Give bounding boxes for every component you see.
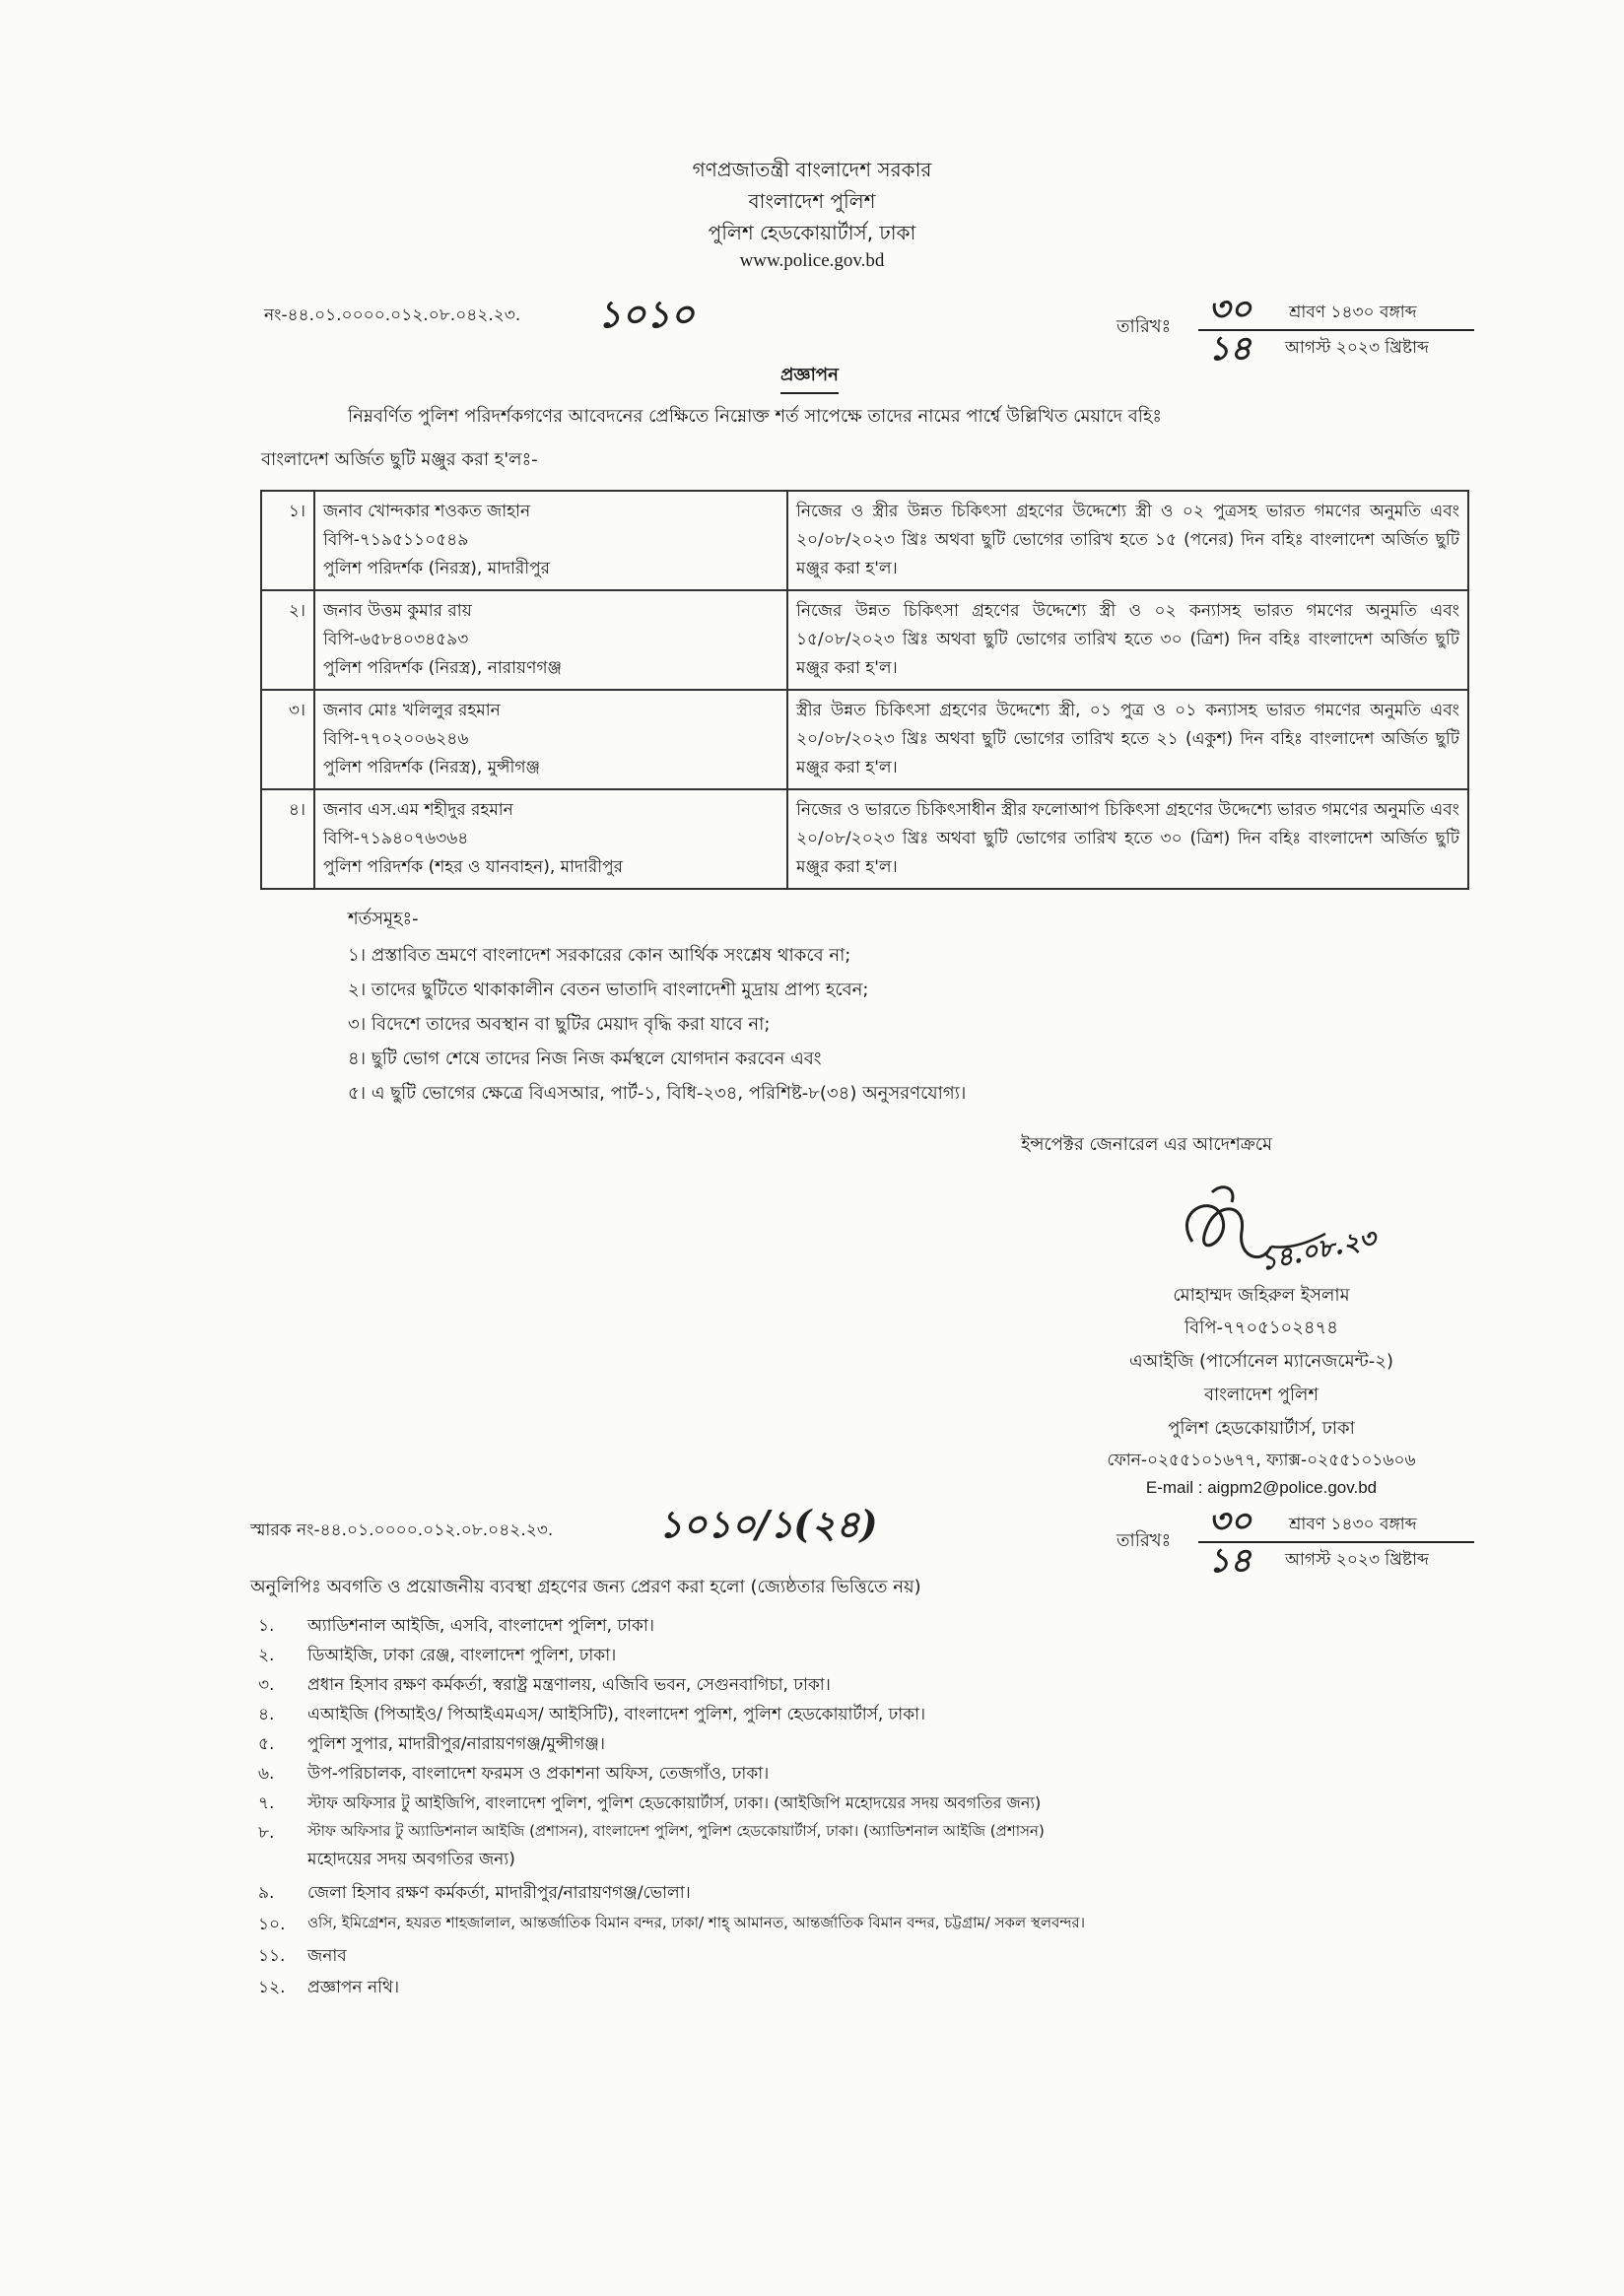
officer-bp: বিপি-৭১৯৪০৭৬৩৬৪ <box>323 829 469 848</box>
copy-number: ৭. <box>258 1793 275 1813</box>
officer-name: জনাব খোন্দকার শওকত জাহান <box>323 502 531 521</box>
order-line: ইন্সপেক্টর জেনারেল এর আদেশক্রমে <box>1021 1134 1273 1155</box>
officer-post: পুলিশ পরিদর্শক (শহর ও যানবাহন), মাদারীপুর <box>323 857 623 877</box>
leave-detail: নিজের ও স্ত্রীর উন্নত চিকিৎসা গ্রহণের উদ্দেশ্যে স্ত্রী ও ০২ পুত্রসহ ভারত গমণের অনুমতি এবং ২০/০৮/২০২৩ খ্রিঃ অথবা ছুটি ভোগের তারিখ হতে ১৫ (পনের) দিন বহিঃ বাংলাদেশ অর্জিত ছুটি মঞ্জুর করা হ'ল। <box>787 491 1468 590</box>
officer-post: পুলিশ পরিদর্শক (নিরস্ত্র), মাদারীপুর <box>323 559 551 578</box>
copy-number: ১. <box>258 1616 275 1636</box>
memo2-date-day-bn: ৩০ <box>1208 1502 1252 1541</box>
date-block-bottom <box>1198 331 1474 367</box>
copy-number: ৯. <box>258 1883 275 1903</box>
copy-number: ১২. <box>258 1978 286 1997</box>
signatory-email: E-mail : aigpm2@police.gov.bd <box>1145 1478 1378 1497</box>
copy-recipient: এআইজি (পিআইও/ পিআইএমএস/ আইসিটি), বাংলাদেশ পুলিশ, পুলিশ হেডকোয়ার্টার্স, ঢাকা। <box>307 1705 926 1724</box>
officer-cell <box>314 690 787 789</box>
copy-recipient: প্রধান হিসাব রক্ষণ কর্মকর্তা, স্বরাষ্ট্র মন্ত্রণালয়, এজিবি ভবন, সেগুনবাগিচা, ঢাকা। <box>307 1675 831 1695</box>
copy-number: ২. <box>258 1646 275 1665</box>
serial-number: ৪। <box>261 789 314 889</box>
signatory-office: পুলিশ হেডকোয়ার্টার্স, ঢাকা <box>1168 1418 1355 1439</box>
intro-line-1: নিম্নবর্ণিত পুলিশ পরিদর্শকগণের আবেদনের প্রেক্ষিতে নিম্নোক্ত শর্ত সাপেক্ষে তাদের নামের পার্শ্বে উল্লিখিত মেয়াদে বহিঃ <box>348 406 1162 427</box>
signatory-name: মোহাম্মদ জহিরুল ইসলাম <box>1173 1285 1350 1306</box>
conditions-title: শর্তসমূহঃ- <box>348 909 419 929</box>
intro-line-2: বাংলাদেশ অর্জিত ছুটি মঞ্জুর করা হ'লঃ- <box>261 449 538 470</box>
memo-number-text: নং-৪৪.০১.০০০০.০১২.০৮.০৪২.২৩. <box>264 305 521 325</box>
copy-number: ৪. <box>258 1705 275 1724</box>
leave-detail: নিজের ও ভারতে চিকিৎসাধীন স্ত্রীর ফলোআপ চিকিৎসা গ্রহণের উদ্দেশ্যে ভারত গমণের অনুমতি এবং ২০/০৮/২০২৩ খ্রিঃ অথবা ছুটি ভোগের তারিখ হতে ৩০ (ত্রিশ) দিন বহিঃ বাংলাদেশ অর্জিত ছুটি মঞ্জুর করা হ'ল। <box>787 789 1468 889</box>
condition-item: ১। প্রস্তাবিত ভ্রমণে বাংলাদেশ সরকারের কোন আর্থিক সংশ্লেষ থাকবে না; <box>348 945 851 966</box>
serial-number: ৩। <box>261 690 314 789</box>
table-row <box>261 789 1468 889</box>
copy-recipient: অ্যাডিশনাল আইজি, এসবি, বাংলাদেশ পুলিশ, ঢাকা। <box>307 1616 654 1636</box>
memo2-date-bottom <box>1198 1543 1474 1579</box>
condition-item: ৫। এ ছুটি ভোগের ক্ষেত্রে বিএসআর, পার্ট-১, বিধি-২৩৪, পরিশিষ্ট-৮(৩৪) অনুসরণযোগ্য। <box>348 1083 967 1104</box>
memo-number <box>264 303 520 330</box>
officer-cell <box>314 491 787 590</box>
condition-item: ২। তাদের ছুটিতে থাকাকালীন বেতন ভাতাদি বাংলাদেশী মুদ্রায় প্রাপ্য হবেন; <box>348 979 869 1000</box>
serial-number: ২। <box>261 590 314 690</box>
page-title: প্রজ্ঞাপন <box>780 361 839 394</box>
memo2-date-month-bn: শ্রাবণ ১৪৩০ বঙ্গাব্দ <box>1289 1515 1417 1534</box>
copy-number: ৮. <box>258 1823 275 1843</box>
govt-name: গণপ্রজাতন্ত্রী বাংলাদেশ সরকার <box>692 158 932 181</box>
officer-bp: বিপি-৭৭০২০০৬২৪৬ <box>323 729 469 749</box>
officers-table <box>260 490 1469 890</box>
copy-recipient: স্টাফ অফিসার টু অ্যাডিশনাল আইজি (প্রশাসন), বাংলাদেশ পুলিশ, পুলিশ হেডকোয়ার্টার্স, ঢাকা। (অ্যাডিশনাল আইজি (প্রশাসন) <box>307 1822 1045 1840</box>
memo-number-handwritten: ১০১০ <box>597 292 695 336</box>
date-label: তারিখঃ <box>1116 316 1172 337</box>
officer-bp: বিপি-৬৫৮৪০৩৪৫৯৩ <box>323 630 469 649</box>
copy-recipient: জনাব <box>307 1946 347 1966</box>
table-row <box>261 590 1468 690</box>
signature-date-handwritten: ১৪.০৮.২৩ <box>1256 1223 1380 1278</box>
memo2-date-day-en: ১৪ <box>1208 1541 1252 1581</box>
officer-post: পুলিশ পরিদর্শক (নিরস্ত্র), নারায়ণগঞ্জ <box>323 658 563 678</box>
copy-recipient: উপ-পরিচালক, বাংলাদেশ ফরমস ও প্রকাশনা অফিস, তেজগাঁও, ঢাকা। <box>307 1764 770 1784</box>
copy-number: ৫. <box>258 1734 275 1754</box>
date-day-bn: ৩০ <box>1208 290 1252 329</box>
copy-number: ১১. <box>258 1946 286 1966</box>
table-row <box>261 690 1468 789</box>
officer-bp: বিপি-৭১৯৫১১০৫৪৯ <box>323 530 469 550</box>
memo2-date-month-en: আগস্ট ২০২৩ খ্রিষ্টাব্দ <box>1285 1550 1429 1570</box>
memo2-number-handwritten: ১০১০/১(২৪) <box>658 1502 878 1546</box>
copy-recipient-cont: মহোদয়ের সদয় অবগতির জন্য) <box>307 1850 515 1869</box>
copy-recipient: পুলিশ সুপার, মাদারীপুর/নারায়ণগঞ্জ/মুন্সীগঞ্জ। <box>307 1734 605 1754</box>
copy-number: ৬. <box>258 1764 275 1784</box>
officer-name: জনাব এস.এম শহীদুর রহমান <box>323 800 513 820</box>
copy-number: ১০. <box>258 1915 286 1934</box>
copy-recipient: জেলা হিসাব রক্ষণ কর্মকর্তা, মাদারীপুর/নারায়ণগঞ্জ/ভোলা। <box>307 1883 691 1903</box>
leave-detail: নিজের উন্নত চিকিৎসা গ্রহণের উদ্দেশ্যে স্ত্রী ও ০২ কন্যাসহ ভারত গমণের অনুমতি এবং ১৫/০৮/২০২৩ খ্রিঃ অথবা ছুটি ভোগের তারিখ হতে ৩০ (ত্রিশ) দিন বহিঃ বাংলাদেশ অর্জিত ছুটি মঞ্জুর করা হ'ল। <box>787 590 1468 690</box>
date-day-en: ১৪ <box>1208 329 1252 369</box>
officer-name: জনাব মোঃ খলিলুর রহমান <box>323 701 501 720</box>
org-name: বাংলাদেশ পুলিশ <box>748 189 876 213</box>
signatory-designation: এআইজি (পার্সোনেল ম্যানেজমেন্ট-২) <box>1128 1351 1394 1372</box>
copy-number: ৩. <box>258 1675 275 1695</box>
office-name: পুলিশ হেডকোয়ার্টার্স, ঢাকা <box>708 221 916 244</box>
website: www.police.gov.bd <box>739 250 885 271</box>
officer-cell <box>314 789 787 889</box>
signatory-org: বাংলাদেশ পুলিশ <box>1203 1384 1320 1405</box>
officer-name: জনাব উত্তম কুমার রায় <box>323 601 472 621</box>
copy-recipient: স্টাফ অফিসার টু আইজিপি, বাংলাদেশ পুলিশ, পুলিশ হেডকোয়ার্টার্স, ঢাকা। (আইজিপি মহোদয়ের সদয় অবগতির জন্য) <box>307 1793 1042 1812</box>
copy-recipient: প্রজ্ঞাপন নথি। <box>307 1978 400 1997</box>
date-month-en: আগস্ট ২০২৩ খ্রিষ্টাব্দ <box>1285 338 1429 358</box>
signatory-bp: বিপি-৭৭০৫১০২৪৭৪ <box>1184 1317 1338 1338</box>
officer-post: পুলিশ পরিদর্শক (নিরস্ত্র), মুন্সীগঞ্জ <box>323 758 541 777</box>
serial-number: ১। <box>261 491 314 590</box>
condition-item: ৩। বিদেশে তাদের অবস্থান বা ছুটির মেয়াদ বৃদ্ধি করা যাবে না; <box>348 1014 771 1035</box>
memo2-number: স্মারক নং-৪৪.০১.০০০০.০১২.০৮.০৪২.২৩. <box>250 1520 554 1540</box>
table-row <box>261 491 1468 590</box>
leave-detail: স্ত্রীর উন্নত চিকিৎসা গ্রহণের উদ্দেশ্যে স্ত্রী, ০১ পুত্র ও ০১ কন্যাসহ ভারত গমণের অনুমতি এবং ২০/০৮/২০২৩ খ্রিঃ অথবা ছুটি ভোগের তারিখ হতে ২১ (একুশ) দিন বহিঃ বাংলাদেশ অর্জিত ছুটি মঞ্জুর করা হ'ল। <box>787 690 1468 789</box>
memo2-date-label: তারিখঃ <box>1116 1530 1172 1551</box>
copy-recipient: ওসি, ইমিগ্রেশন, হযরত শাহজালাল, আন্তর্জাতিক বিমান বন্দর, ঢাকা/ শাহ্ আমানত, আন্তর্জাতিক বিমান বন্দর, চট্টগ্রাম/ সকল স্থলবন্দর। <box>307 1914 1086 1931</box>
copy-intro: অনুলিপিঃ অবগতি ও প্রয়োজনীয় ব্যবস্থা গ্রহণের জন্য প্রেরণ করা হলো (জ্যেষ্ঠতার ভিত্তিতে নয়) <box>250 1577 921 1597</box>
officer-cell <box>314 590 787 690</box>
copy-recipient: ডিআইজি, ঢাকা রেঞ্জ, বাংলাদেশ পুলিশ, ঢাকা। <box>307 1646 617 1665</box>
condition-item: ৪। ছুটি ভোগ শেষে তাদের নিজ নিজ কর্মস্থলে যোগদান করবেন এবং <box>348 1048 822 1069</box>
date-month-bn: শ্রাবণ ১৪৩০ বঙ্গাব্দ <box>1289 303 1417 322</box>
signatory-phone: ফোন-০২৫৫১০১৬৭৭, ফ্যাক্স-০২৫৫১০১৬০৬ <box>1107 1451 1416 1470</box>
